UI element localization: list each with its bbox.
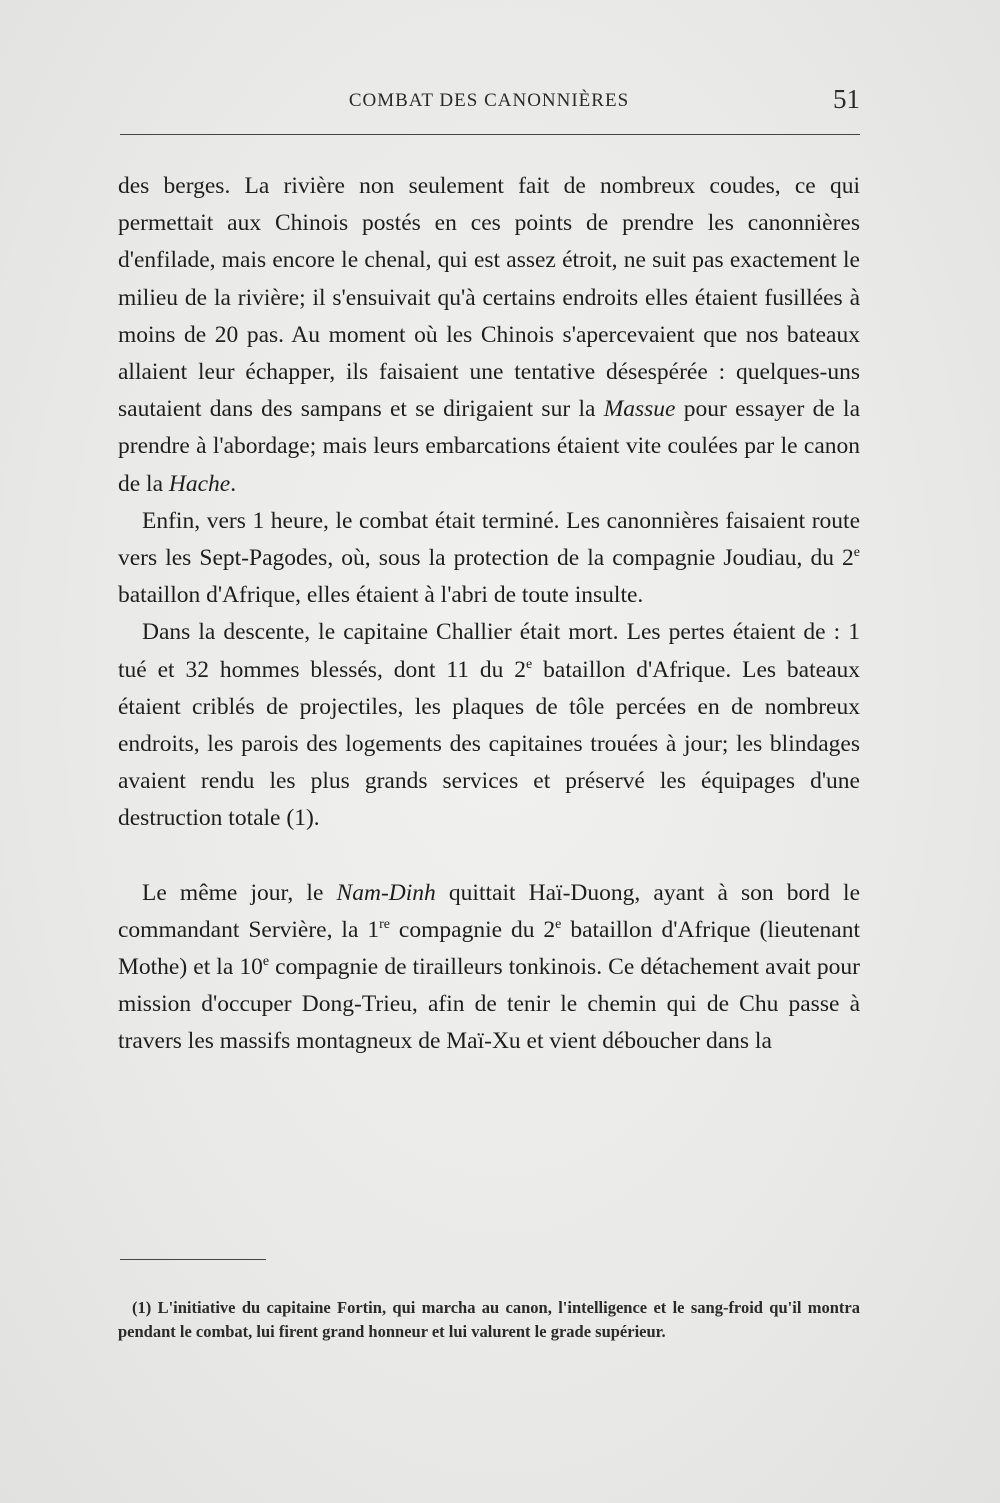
ordinal-superscript: e [853,545,860,561]
paragraph-4-text-d: bataillon d'Afrique (lieutenant Mothe) et la 10 [118,916,860,981]
paragraph-1 [118,168,860,503]
paragraph-4-text-e: compagnie de tirailleurs tonkinois. Ce détachement avait pour mission d'occuper Dong-Trieu, afin de tenir le chemin qui de Chu passe à travers les massifs montagneux de Maï-Xu et vient déboucher dans la [118,954,860,1055]
paragraph-3-text-a: Dans la descente, le capitaine Challier était mort. Les pertes étaient de : 1 tué et 32 hommes blessés, dont 11 du 2 [118,619,860,683]
boat-name-hache: Hache [168,470,231,497]
header-rule [120,134,860,135]
page-number: 51 [833,84,860,114]
paragraph-2-text-b: bataillon d'Afrique, elles étaient à l'abri de toute insulte. [118,582,644,609]
boat-name-nam-dinh: Nam-Dinh [336,879,436,906]
ordinal-superscript: e [526,656,533,672]
ordinal-superscript: re [379,916,390,932]
paragraph-2 [118,503,860,615]
paragraph-4-text-a: Le même jour, le [142,879,337,906]
page-header [118,84,860,120]
paragraph-1-text-b: pour essayer de la prendre à l'abordage; mais leurs embarcations étaient vite coulées par le canon de la [118,396,860,497]
paragraph-4-text-c: compagnie du 2 [389,916,556,943]
footnote-rule [120,1259,266,1260]
paragraph-1-text-c: . [230,470,237,497]
boat-name-massue: Massue [603,396,676,423]
ordinal-superscript: e [262,954,270,970]
paragraph-3 [118,614,860,837]
ordinal-superscript: e [555,916,562,932]
footnote: (1) L'initiative du capitaine Fortin, qui marcha au canon, l'intelligence et le sang-froid qu'il montra pendant le combat, lui firent grand honneur et lui valurent le grade supérieur. [118,1298,860,1341]
paragraph-2-text-a: Enfin, vers 1 heure, le combat était terminé. Les canonnières faisaient route vers les Sept-Pagodes, où, sous la protection de la compagnie Joudiau, du 2 [118,507,860,572]
paragraph-3-text-b: bataillon d'Afrique. Les bateaux étaient criblés de projectiles, les plaques de tôle percées en de nombreux endroits, les parois des logements des capitaines trouées à jour; les blindages avaient rendu les plus grands services et préservé les équipages d'une destruction totale (1). [118,656,860,832]
section-gap [118,838,860,875]
paragraph-1-text-a: des berges. La rivière non seulement fait de nombreux coudes, ce qui permettait aux Chinois postés en ces points de prendre les canonnières d'enfilade, mais encore le chenal, qui est assez étroit, ne suit pas exactement le milieu de la rivière; il s'ensuivait qu'à certains endroits elles étaient fusillées à moins de 20 pas. Au moment où les Chinois s'apercevaient que nos bateaux allaient leur échapper, ils faisaient une tentative désespérée : quelques-uns sautaient dans des sampans et se dirigaient sur la [118,173,860,423]
body-text [118,168,860,1061]
paragraph-4-text-b: quittait Haï-Duong, ayant à son bord le commandant Servière, la 1 [118,879,860,943]
running-title: COMBAT DES CANONNIÈRES [348,90,630,111]
paragraph-4 [118,875,860,1061]
